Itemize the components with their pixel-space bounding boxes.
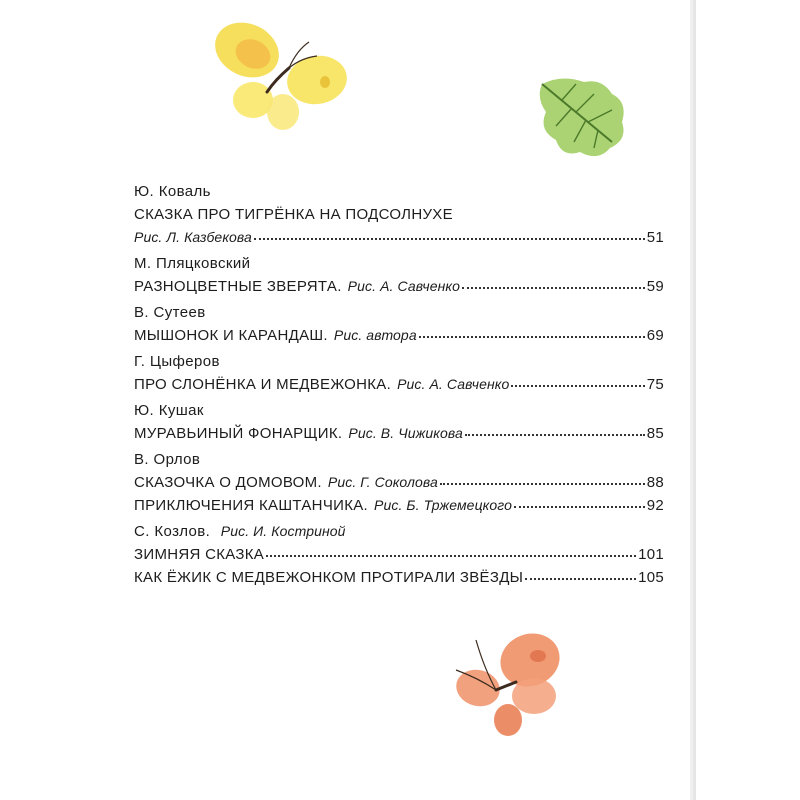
toc-title: СКАЗКА ПРО ТИГРЁНКА НА ПОДСОЛНУХЕ [134, 206, 453, 223]
toc-leader-dots [462, 286, 645, 289]
toc-page-number: 88 [646, 474, 664, 491]
toc-page-number: 51 [646, 229, 664, 246]
toc-leader-dots [511, 384, 644, 387]
toc-author: В. Орлов [134, 451, 201, 468]
toc-title: КАК ЁЖИК С МЕДВЕЖОНКОМ ПРОТИРАЛИ ЗВЁЗДЫ [134, 569, 524, 586]
toc-leader-dots [440, 482, 645, 485]
toc-entry [134, 180, 664, 249]
toc-line [134, 226, 664, 249]
table-of-contents [134, 180, 664, 592]
toc-title: ПРО СЛОНЁНКА И МЕДВЕЖОНКА. [134, 376, 392, 393]
toc-illustrator: Рис. Л. Казбекова [134, 229, 252, 245]
yellow-butterfly-illustration [205, 10, 355, 135]
toc-line [134, 275, 664, 298]
toc-page-number: 105 [638, 569, 664, 586]
toc-author: Ю. Коваль [134, 183, 211, 200]
toc-line [134, 543, 664, 566]
toc-author-name: С. Козлов. [134, 523, 211, 540]
toc-leader-dots [465, 433, 645, 436]
orange-butterfly-illustration [448, 628, 573, 743]
toc-illustrator: Рис. А. Савченко [347, 278, 461, 294]
toc-illustrator: Рис. Б. Тржемецкого [374, 497, 513, 513]
toc-line [134, 324, 664, 347]
toc-page-number: 92 [646, 497, 664, 514]
toc-entry [134, 301, 664, 347]
toc-author: Ю. Кушак [134, 402, 204, 419]
toc-author [134, 520, 664, 543]
toc-leader-dots [419, 335, 645, 338]
toc-page-number: 69 [646, 327, 664, 344]
toc-line [134, 471, 664, 494]
toc-illustrator: Рис. автора [333, 327, 417, 343]
toc-title: СКАЗОЧКА О ДОМОВОМ. [134, 474, 322, 491]
toc-entry [134, 399, 664, 445]
toc-page-number: 59 [646, 278, 664, 295]
toc-line [134, 494, 664, 517]
toc-page-number: 75 [646, 376, 664, 393]
toc-line [134, 373, 664, 396]
toc-entry [134, 448, 664, 517]
toc-leader-dots [514, 505, 645, 508]
toc-line [134, 203, 664, 226]
toc-title: ПРИКЛЮЧЕНИЯ КАШТАНЧИКА. [134, 497, 369, 514]
green-leaf-illustration [532, 72, 632, 162]
toc-title: МЫШОНОК И КАРАНДАШ. [134, 327, 328, 344]
toc-author: В. Сутеев [134, 304, 206, 321]
toc-author: М. Пляцковский [134, 255, 251, 272]
toc-leader-dots [525, 577, 636, 580]
toc-entry [134, 350, 664, 396]
toc-illustrator: Рис. И. Костриной [220, 523, 346, 539]
toc-line [134, 422, 664, 445]
toc-illustrator: Рис. А. Савченко [397, 376, 510, 392]
toc-title: ЗИМНЯЯ СКАЗКА [134, 546, 265, 563]
toc-illustrator: Рис. В. Чижикова [348, 425, 463, 441]
toc-title: МУРАВЬИНЫЙ ФОНАРЩИК. [134, 425, 343, 442]
toc-line [134, 566, 664, 589]
toc-author: Г. Цыферов [134, 353, 220, 370]
toc-leader-dots [254, 237, 645, 240]
toc-entry [134, 252, 664, 298]
toc-illustrator: Рис. Г. Соколова [327, 474, 438, 490]
toc-entry [134, 520, 664, 589]
toc-page-number: 85 [646, 425, 664, 442]
toc-page-number: 101 [638, 546, 664, 563]
toc-leader-dots [266, 554, 636, 557]
toc-title: РАЗНОЦВЕТНЫЕ ЗВЕРЯТА. [134, 278, 342, 295]
